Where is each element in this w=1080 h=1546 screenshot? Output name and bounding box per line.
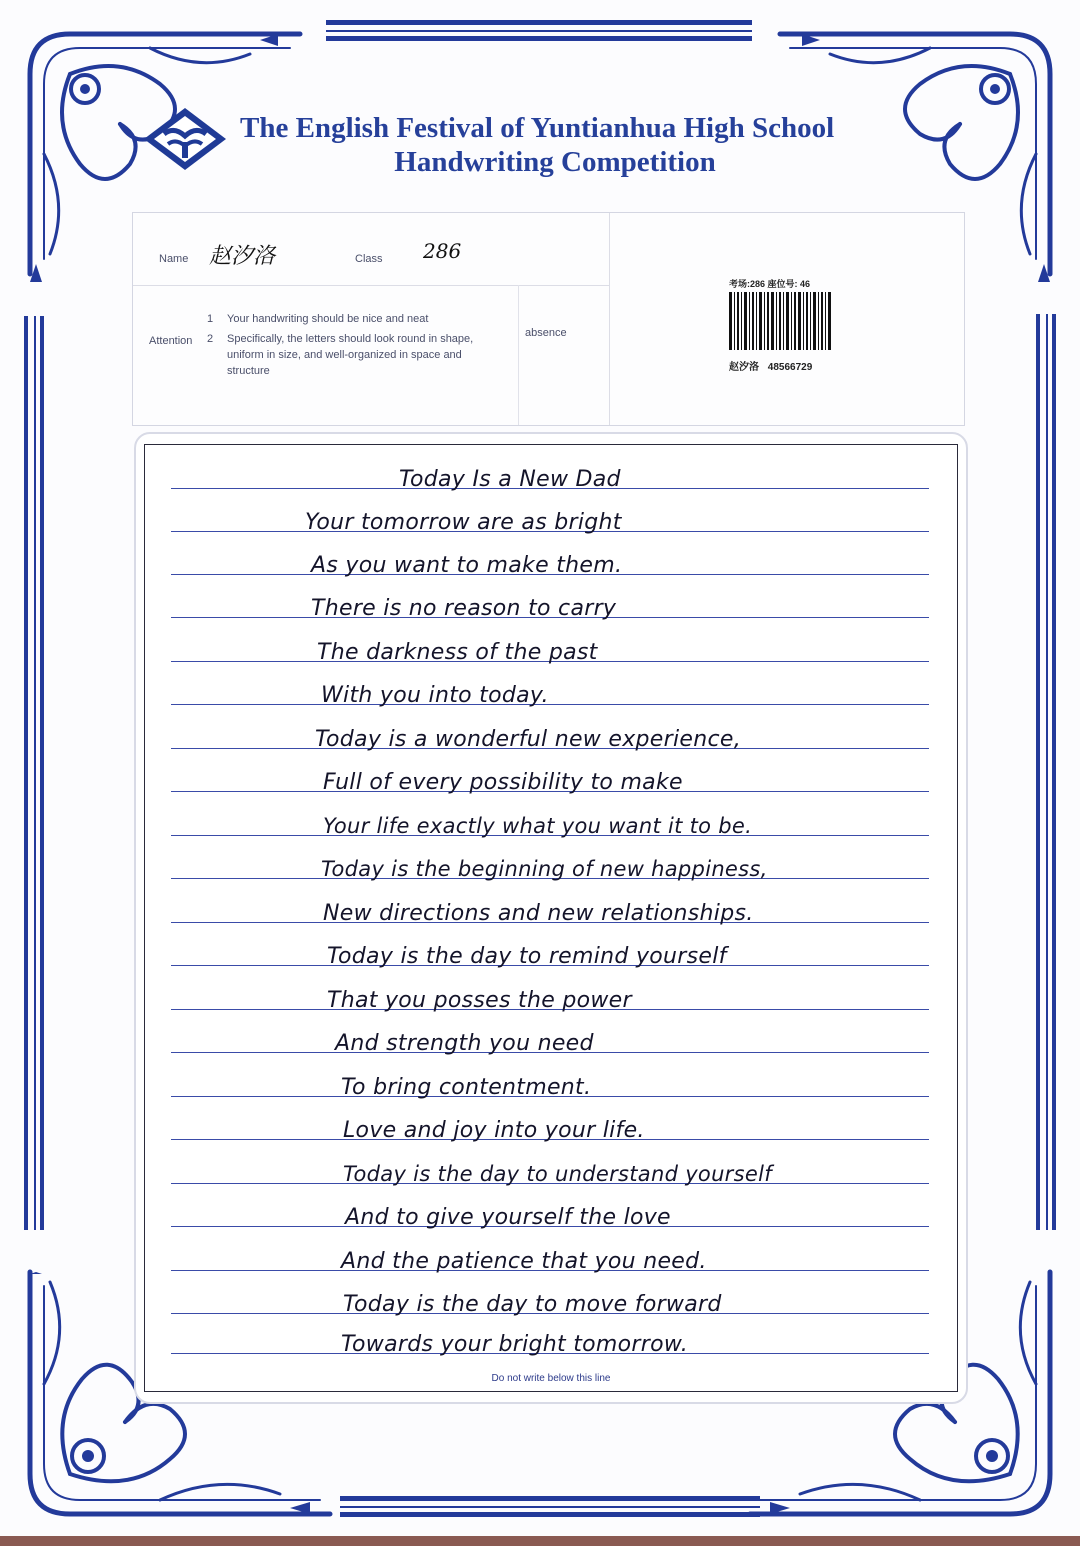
left-border-bar [40,316,44,1230]
header [140,104,940,194]
barcode-name: 赵汐洛 [729,362,759,373]
poem-line: And to give yourself the love [345,1205,671,1230]
poem-line: The darkness of the past [317,640,598,665]
poem-line: Your life exactly what you want it to be. [323,814,753,838]
barcode-number: 48566729 [767,362,813,373]
absence-label: absence [525,327,567,339]
attention-item-text: Your handwriting should be nice and neat [227,313,429,325]
page-subtitle: Handwriting Competition [394,146,716,178]
student-info-box [132,212,965,426]
poem-line: Today is a wonderful new experience, [315,727,741,752]
name-label: Name [159,253,189,265]
left-border-bar [24,316,28,1230]
poem-title: Today Is a New Dad [399,467,621,492]
poem-line: Today is the day to move forward [343,1292,722,1317]
poem-line: New directions and new relationships. [323,901,754,926]
bottom-border-bar [340,1506,760,1508]
poem-line: Towards your bright tomorrow. [341,1332,689,1357]
right-border-bar [1046,314,1048,1230]
poem-line: That you posses the power [327,988,632,1013]
poem-line: Today is the day to remind yourself [327,944,727,969]
class-value: 286 [423,239,462,263]
attention-item-number: 1 [207,313,214,325]
footer-note: Do not write below this line [491,1373,611,1384]
barcode-caption [729,358,849,373]
ruled-line [171,704,929,705]
name-value: 赵汐洛 [209,244,276,269]
barcode-icon [729,290,833,352]
bottom-border-bar [340,1496,760,1501]
right-border-bar [1052,314,1056,1230]
poem-line: And strength you need [335,1031,594,1056]
poem-line: With you into today. [321,683,549,708]
attention-item-text: Specifically, the letters should look round in shape, uniform in size, and well-organized in space and structure [227,333,474,377]
attention-label: Attention [149,335,193,347]
barcode-sticker [729,277,849,373]
page-title: The English Festival of Yuntianhua High School [240,112,835,144]
exam-seat-text: 考场:286 座位号: 46 [729,279,811,289]
poem-line: As you want to make them. [311,553,623,578]
poem-line: Love and joy into your life. [343,1118,645,1143]
poem-line: Today is the day to understand yourself [343,1162,772,1186]
bottom-edge [0,1536,1080,1546]
bottom-border-bar [340,1512,760,1517]
right-border-bar [1036,314,1040,1230]
poem-line: To bring contentment. [341,1075,592,1100]
poem-line: And the patience that you need. [341,1249,707,1274]
top-border-bar [326,30,752,32]
poem-line: Full of every possibility to make [323,770,683,795]
left-border-bar [34,316,36,1230]
poem-line: Your tomorrow are as bright [305,510,622,535]
class-label: Class [355,253,383,265]
attention-item-number: 2 [207,333,214,345]
top-border-bar [326,36,752,41]
school-emblem-icon [140,104,230,174]
poem-line: There is no reason to carry [311,596,617,621]
writing-area [144,444,958,1392]
top-border-bar [326,20,752,25]
poem-line: Today is the beginning of new happiness, [321,857,768,881]
